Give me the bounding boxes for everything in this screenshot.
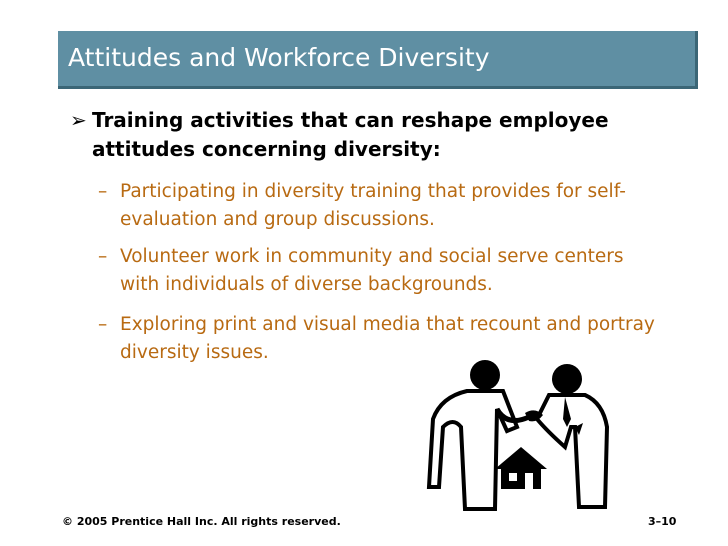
handshake-house-icon	[425, 357, 615, 517]
footer-page-number: 3–10	[648, 515, 677, 528]
dash-bullet: –	[98, 181, 108, 202]
main-bullet-text: Training activities that can reshape employee attitudes concerning diversity:	[92, 108, 609, 161]
slide-title: Attitudes and Workforce Diversity	[68, 43, 490, 72]
arrow-bullet-icon: ➢	[70, 108, 87, 132]
sub-bullet-text: Exploring print and visual media that recount and portray diversity issues.	[120, 314, 655, 363]
title-bar	[58, 31, 698, 89]
dash-bullet: –	[98, 314, 108, 335]
footer-copyright: © 2005 Prentice Hall Inc. All rights reserved.	[62, 515, 341, 528]
sub-bullet-text: Volunteer work in community and social serve centers with individuals of diverse backgrounds.	[120, 246, 624, 295]
sub-bullet-text: Participating in diversity training that provides for self-evaluation and group discussions.	[120, 181, 626, 230]
dash-bullet: –	[98, 246, 108, 267]
